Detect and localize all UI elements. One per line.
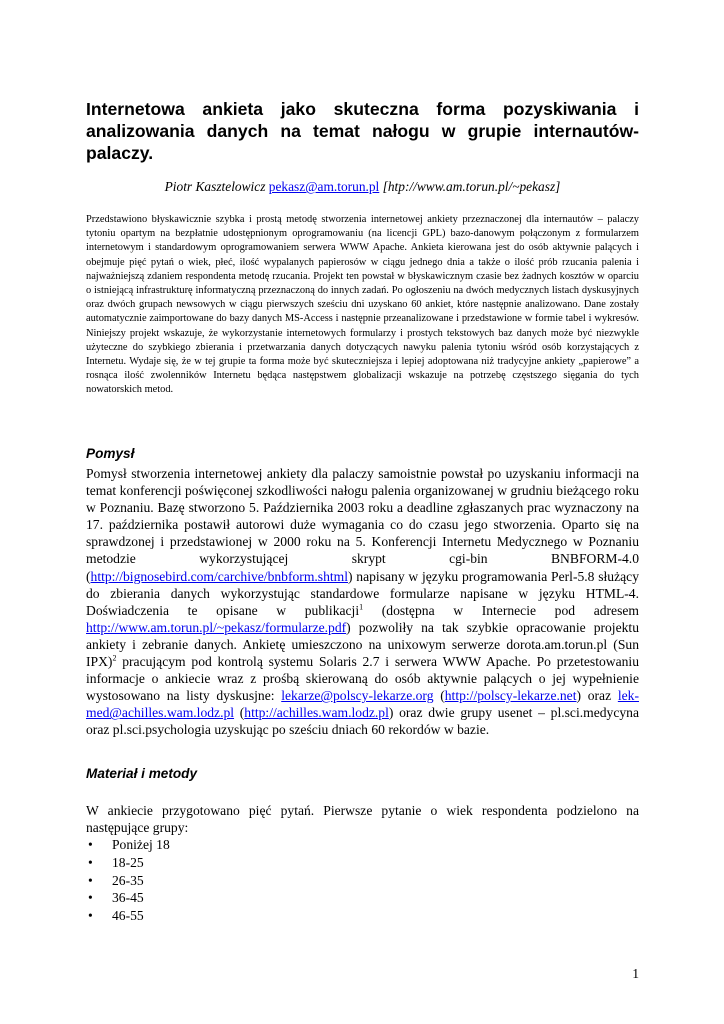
section-materialy-body: W ankiecie przygotowano pięć pytań. Pierwsze pytanie o wiek respondenta podzielono na następujące grupy: bbox=[86, 803, 639, 836]
body-text: ) pozwoliły na tak szybkie opracowanie projektu ankiety i zebranie danych. Ankietę umieszczono na unixowym serwerze dorota.am.torun.pl (Sun IPX) bbox=[86, 619, 639, 670]
page-number: 1 bbox=[632, 966, 639, 981]
bullet-icon: • bbox=[88, 872, 93, 888]
bullet-icon: • bbox=[88, 908, 93, 924]
list-item-label: Poniżej 18 bbox=[112, 837, 170, 852]
body-text: ( bbox=[433, 688, 445, 704]
footnote-ref[interactable]: 1 bbox=[359, 602, 364, 612]
author-line bbox=[86, 178, 639, 196]
bnbform-link[interactable]: http://bignosebird.com/carchive/bnbform.shtml bbox=[90, 568, 349, 584]
body-text: pracującym pod kontrolą systemu Solaris 2.7 i serwera WWW Apache. Po przetestowaniu informacje o ankiecie wraz z prośbą skierowaną do osób aktywnie palących o jej wypełnienie wystosowano na listy dyskusjne: bbox=[86, 654, 639, 704]
abstract: Przedstawiono błyskawicznie szybka i prostą metodę stworzenia internetowej ankiety przeznaczonej dla internautów – palaczy tytoniu opartym na bezpłatnie udostępnionym oprogramowaniu (na licencji GPL) bazo-danowym połączonym z formularzem internetowym i standardowym oprogramowaniem serwera WWW Apache. Ankieta kierowana jest do osób aktywnie palących i obejmuje pięć pytań o wiek, płeć, ilość wypalanych papierosów w ciągu jednego dnia a także o ilość prób rzucania palenia i najważniejszą zdaniem respondenta metodę rzucania. Projekt ten powstał w błyskawicznym czasie bez żadnych kosztów w oparciu o istniejącą infrastrukturę informatyczną przeznaczoną do innych zadań. Po ogłoszeniu na dwóch medycznych listach dyskusyjnych oraz dwóch grupach newsowych w ciągu pierwszych sześciu dni uzyskano 60 ankiet, które następnie analizowano. Dane zostały automatycznie zaimportowane do bazy danych MS-Access i następnie przeanalizowane i przedstawione w formie tabel i wykresów. Niniejszy projekt wskazuje, że wykorzystanie internetowych formularzy i prostych tekstowych baz danych może być niezwykle użyteczne do szybkiego zbierania i przetwarzania danych dotyczących nawyku palenia tytoniu wśród osób korzystających z Internetu. Wydaje się, że w tej grupie ta forma może być skuteczniejsza i lepiej adoptowana niż tradycyjne ankiety „papierowe” a rosnąca ilość zwolenników Internetu będąca następstwem globalizacji wskazuje na potrzebę częstszego sięgania do tych nowatorskich metod. bbox=[86, 214, 639, 396]
body-text: Pomysł stworzenia internetowej ankiety dla palaczy samoistnie powstał po uzyskaniu informacji na temat konferencji poświęconej szkodliwości nałogu palenia organizowanej w grudniu bieżącego roku w Poznaniu. Bazę stworzono 5. Października 2003 roku a deadline zgłaszanych prac wyznaczony na 17. października postawił autorowi duże wymagania co do czasu jego stworzenia. Oparto się na sprawdzonej i przedstawionej w 2000 roku na 5. Konferencji Internetu Medycznego w Poznaniu metodzie wykorzystującej skrypt cgi-bin BNBFORM-4.0 ( bbox=[86, 466, 639, 584]
body-text: ) oraz bbox=[576, 688, 618, 704]
achilles-link[interactable]: http://achilles.wam.lodz.pl bbox=[244, 705, 389, 721]
list-item-label: 26-35 bbox=[112, 872, 144, 888]
lek-med-email-link[interactable]: lek-med@achilles.wam.lodz.pl bbox=[86, 688, 639, 721]
list-item-label: 36-45 bbox=[112, 890, 144, 906]
bullet-icon: • bbox=[88, 854, 93, 870]
body-text: (dostępna w Internecie pod adresem bbox=[363, 602, 639, 618]
list-item bbox=[86, 889, 386, 907]
lekarze-email-link[interactable]: lekarze@polscy-lekarze.org bbox=[281, 688, 434, 704]
body-text: ) napisany w języku programowania Perl-5.8 służący do zbierania danych wykorzystując standardowe formularze napisane w języku HTML-4. Doświadczenia te opisane w publikacji bbox=[86, 568, 639, 618]
list-item bbox=[86, 907, 386, 925]
footnote-ref[interactable]: 2 bbox=[112, 653, 117, 663]
author-email-link[interactable]: pekasz@am.torun.pl bbox=[268, 179, 380, 194]
paper-title: Internetowa ankieta jako skuteczna forma pozyskiwania i analizowania danych na temat nałogu w grupie internautów-palaczy. bbox=[86, 99, 639, 163]
list-item bbox=[86, 872, 386, 890]
author-url: [htp://www.am.torun.pl/~pekasz] bbox=[382, 179, 561, 194]
list-item bbox=[86, 836, 386, 854]
formularze-pdf-link[interactable]: http://www.am.torun.pl/~pekasz/formularze.pdf bbox=[86, 619, 347, 635]
polscy-lekarze-link[interactable]: http://polscy-lekarze.net bbox=[444, 688, 577, 704]
age-group-list bbox=[86, 836, 386, 925]
list-item-label: 18-25 bbox=[112, 854, 144, 870]
author-name: Piotr Kasztelowicz bbox=[164, 179, 266, 194]
body-text: ) oraz dwie grupy usenet – pl.sci.medycyna oraz pl.sci.psychologia uzyskując po sześciu dniach 60 rekordów w bazie. bbox=[86, 705, 639, 738]
section-pomysl-body bbox=[86, 465, 639, 739]
list-item bbox=[86, 854, 386, 872]
bullet-icon: • bbox=[88, 890, 93, 906]
section-heading-materialy: Materiał i metody bbox=[86, 766, 198, 781]
section-heading-pomysl: Pomysł bbox=[86, 446, 135, 461]
list-item-label: 46-55 bbox=[112, 908, 144, 924]
body-text: ( bbox=[234, 705, 245, 721]
bullet-icon: • bbox=[88, 837, 93, 852]
